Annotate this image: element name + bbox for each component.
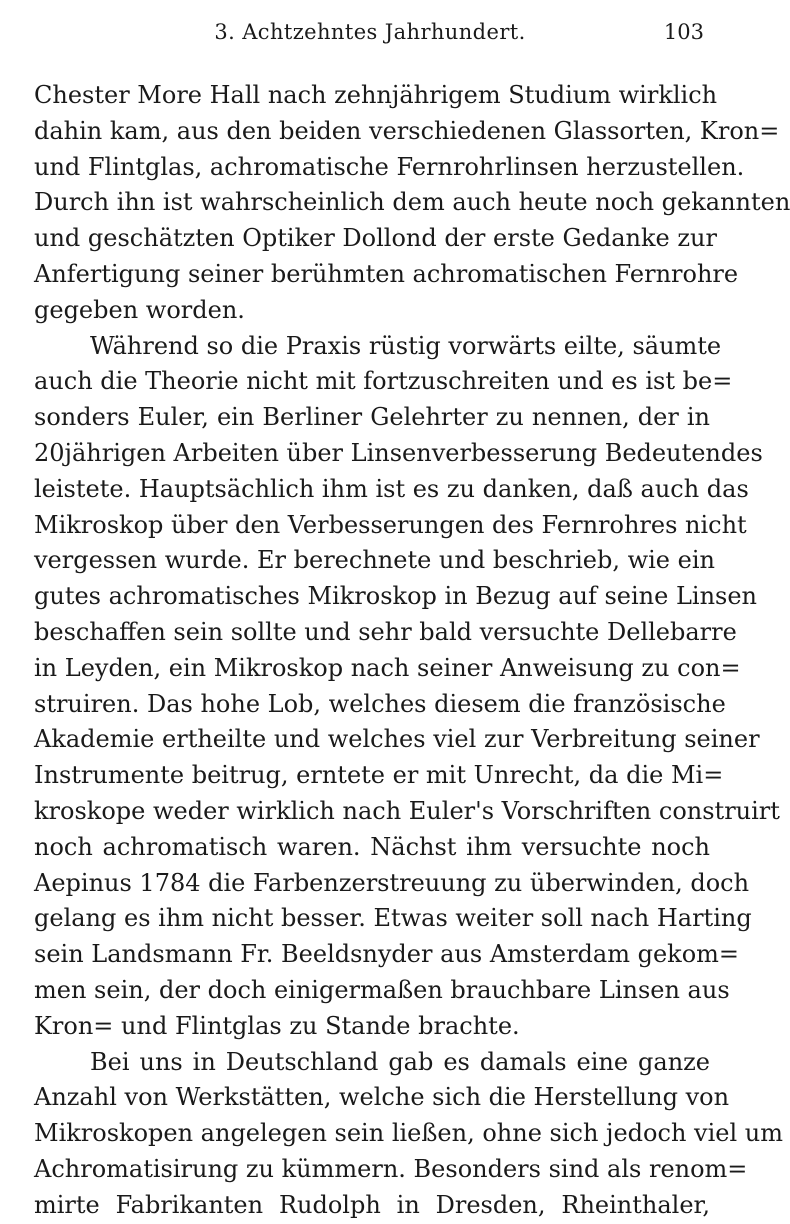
text-line: in Leyden, ein Mikroskop nach seiner Anweisung zu con=	[34, 653, 741, 682]
text-line: Durch ihn ist wahrscheinlich dem auch heute noch gekannten	[34, 188, 790, 217]
text-line: Während so die Praxis rüstig vorwärts eilte, säumte	[90, 331, 722, 360]
text-line: mirte Fabrikanten Rudolph in Dresden, Rheinthaler,	[34, 1190, 710, 1219]
text-line: auch die Theorie nicht mit fortzuschreiten und es ist be=	[34, 367, 733, 396]
text-line: gelang es ihm nicht besser. Etwas weiter soll nach Harting	[34, 904, 752, 933]
text-line: Mikroskopen angelegen sein ließen, ohne sich jedoch viel um	[34, 1119, 783, 1148]
text-line: 20jährigen Arbeiten über Linsenverbesserung Bedeutendes	[34, 438, 763, 467]
text-line: Anfertigung seiner berühmten achromatischen Fernrohre	[34, 259, 739, 288]
text-line: Anzahl von Werkstätten, welche sich die Herstellung von	[34, 1083, 730, 1112]
text-line: kroskope weder wirklich nach Euler's Vorschriften construirt	[34, 796, 780, 825]
text-line: men sein, der doch einigermaßen brauchbare Linsen aus	[34, 975, 730, 1004]
text-line: und geschätzten Optiker Dollond der erste Gedanke zur	[34, 224, 717, 253]
text-line: gutes achromatisches Mikroskop in Bezug auf seine Linsen	[34, 582, 758, 611]
text-line: noch achromatisch waren. Nächst ihm versuchte noch	[34, 832, 710, 861]
text-line: Kron= und Flintglas zu Stande brachte.	[34, 1011, 520, 1040]
running-head: 3. Achtzehntes Jahrhundert.	[214, 20, 526, 44]
text-line: Bei uns in Deutschland gab es damals eine ganze	[90, 1047, 710, 1076]
text-line: vergessen wurde. Er berechnete und beschrieb, wie ein	[34, 546, 715, 575]
text-line: beschaffen sein sollte und sehr bald versuchte Dellebarre	[34, 617, 737, 646]
text-line: Akademie ertheilte und welches viel zur Verbreitung seiner	[34, 725, 760, 754]
page-number: 103	[663, 20, 704, 44]
text-line: struiren. Das hohe Lob, welches diesem die französische	[34, 689, 726, 718]
body-text	[34, 78, 790, 1224]
text-line: sein Landsmann Fr. Beeldsnyder aus Amsterdam gekom=	[34, 940, 740, 969]
text-line: Instrumente beitrug, erntete er mit Unrecht, da die Mi=	[34, 761, 724, 790]
text-line: gegeben worden.	[34, 295, 245, 324]
text-line: Achromatisirung zu kümmern. Besonders sind als renom=	[34, 1154, 748, 1183]
text-line: Aepinus 1784 die Farbenzerstreuung zu überwinden, doch	[34, 868, 750, 897]
text-line: leistete. Hauptsächlich ihm ist es zu danken, daß auch das	[34, 474, 749, 503]
text-line: Chester More Hall nach zehnjährigem Studium wirklich	[34, 81, 718, 109]
text-line: dahin kam, aus den beiden verschiedenen Glassorten, Kron=	[34, 116, 780, 145]
text-line: sonders Euler, ein Berliner Gelehrter zu nennen, der in	[34, 403, 710, 432]
page-header	[0, 20, 740, 56]
text-line: Mikroskop über den Verbesserungen des Fernrohres nicht	[34, 510, 747, 539]
text-line: und Flintglas, achromatische Fernrohrlinsen herzustellen.	[34, 152, 745, 181]
